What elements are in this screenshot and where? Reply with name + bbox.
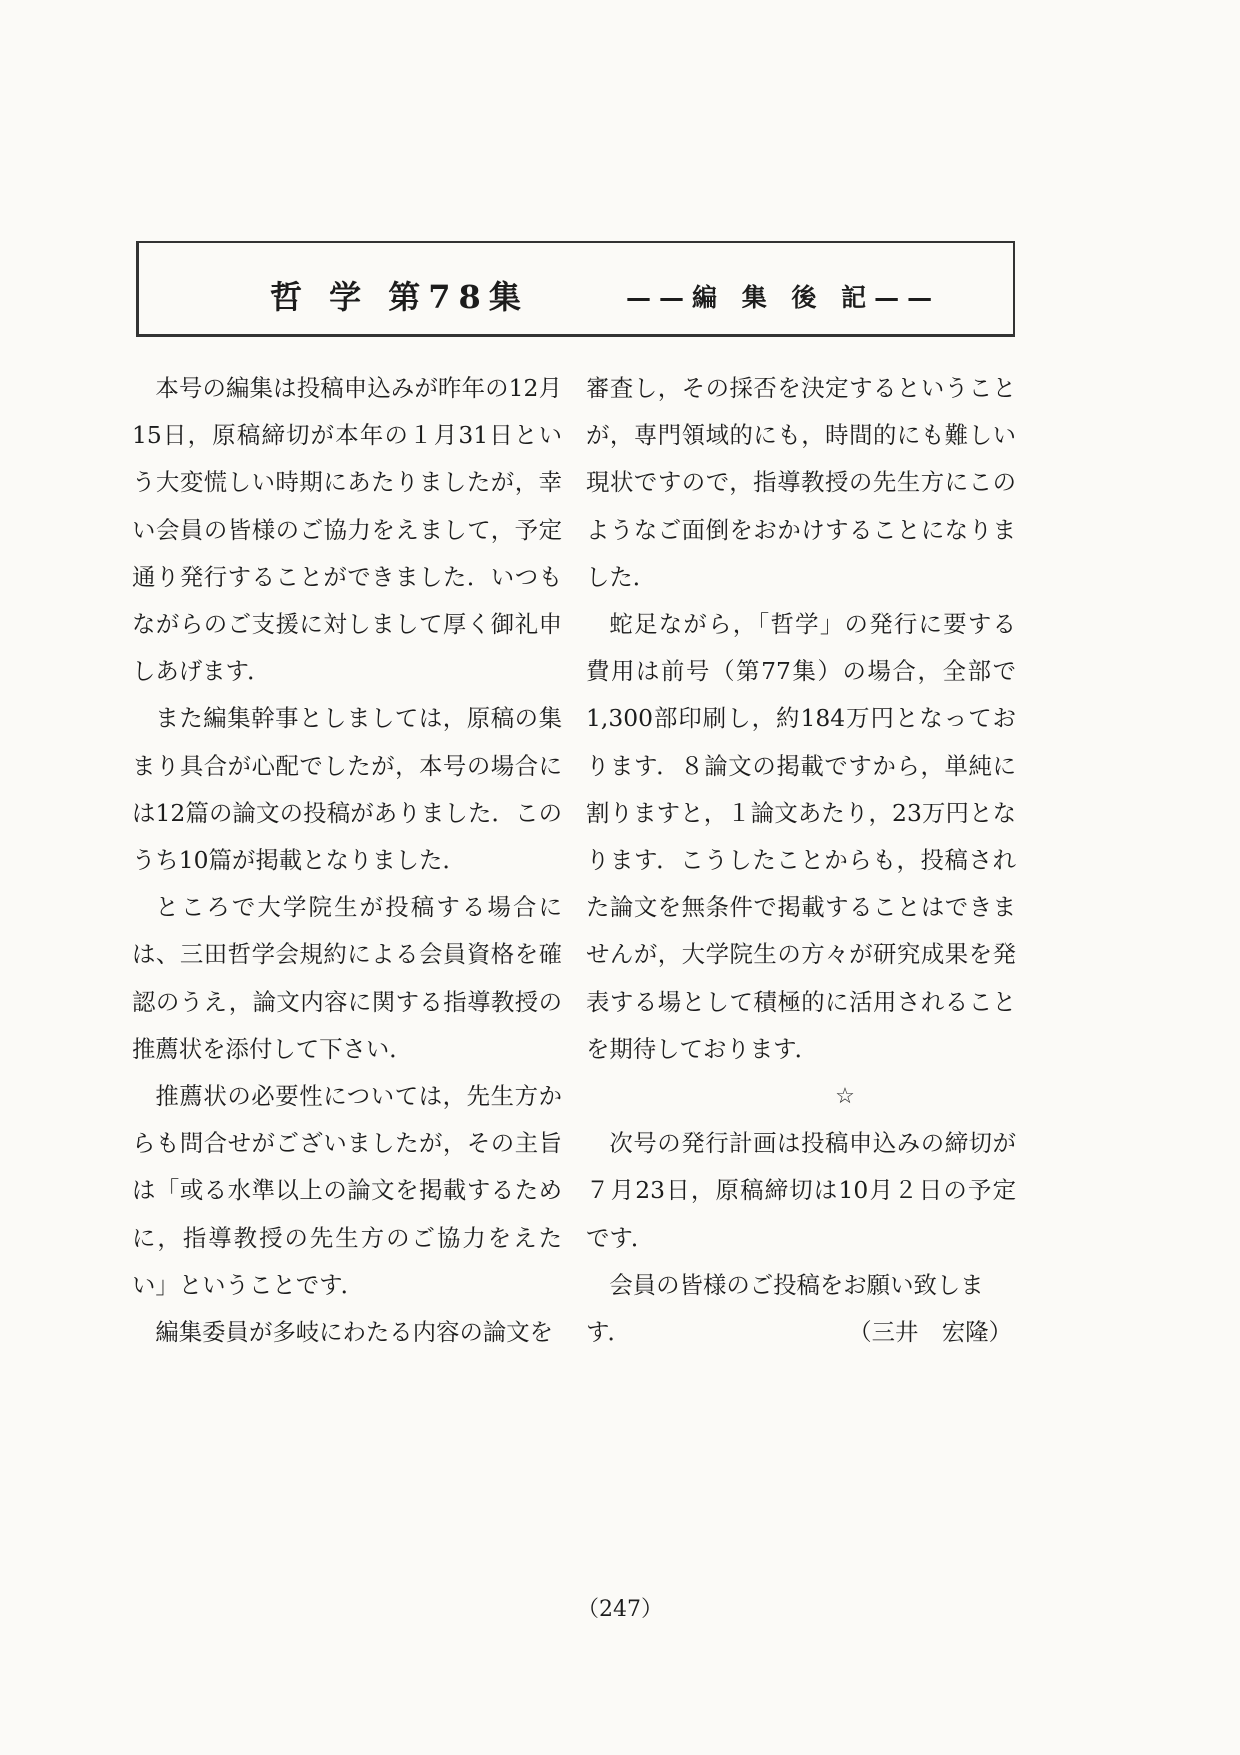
right-column	[586, 365, 1016, 1356]
star-separator: ☆	[835, 1084, 855, 1110]
paragraph: 蛇足ながら，「哲学」の発行に要する費用は前号（第77集）の場合，全部で1,300部印刷し，約184万円となっております．８論文の掲載ですから，単純に割りますと，１論文あたり，23万円となります．こうしたことからも，投稿された論文を無条件で掲載することはできませんが，大学院生の方々が研究成果を発表する場として積極的に活用されることを期待しております．	[586, 610, 1016, 1063]
left-column	[132, 365, 562, 1356]
paragraph: 次号の発行計画は投稿申込みの締切が７月23日，原稿締切は10月２日の予定です．	[586, 1129, 1016, 1252]
paragraph: 推薦状の必要性については，先生方からも問合せがございましたが，その主旨は「或る水準以上の論文を掲載するために，指導教授の先生方のご協力をえたい」ということです．	[132, 1082, 562, 1299]
paragraph: 編集委員が多岐にわたる内容の論文を	[155, 1318, 554, 1347]
page-number: （247）	[577, 1597, 663, 1622]
paragraph: 会員の皆様のご投稿をお願い致しま	[609, 1270, 984, 1299]
author-signature: （三井 宏隆）	[848, 1318, 1012, 1347]
paragraph: ところで大学院生が投稿する場合には、三田哲学会規約による会員資格を確認のうえ，論文内容に関する指導教授の推薦状を添付して下さい．	[132, 893, 562, 1063]
paragraph: 本号の編集は投稿申込みが昨年の12月15日，原稿締切が本年の１月31日という大変慌しい時期にあたりましたが，幸い会員の皆様のご協力をえまして，予定通り発行することができました．いつもながらのご支援に対しまして厚く御礼申しあげます．	[132, 374, 562, 686]
paragraph: 審査し，その採否を決定するということが，専門領域的にも，時間的にも難しい現状ですので，指導教授の先生方にこのようなご面倒をおかけすることになりました．	[586, 374, 1016, 591]
journal-title: 哲 学 第78集	[270, 278, 529, 316]
closing-text: す．	[586, 1318, 631, 1347]
closing-line	[586, 1309, 1016, 1356]
section-title: ——編 集 後 記——	[626, 283, 941, 312]
paragraph: また編集幹事としましては，原稿の集まり具合が心配でしたが，本号の場合には12篇の論文の投稿がありました．このうち10篇が掲載となりました．	[132, 704, 562, 875]
